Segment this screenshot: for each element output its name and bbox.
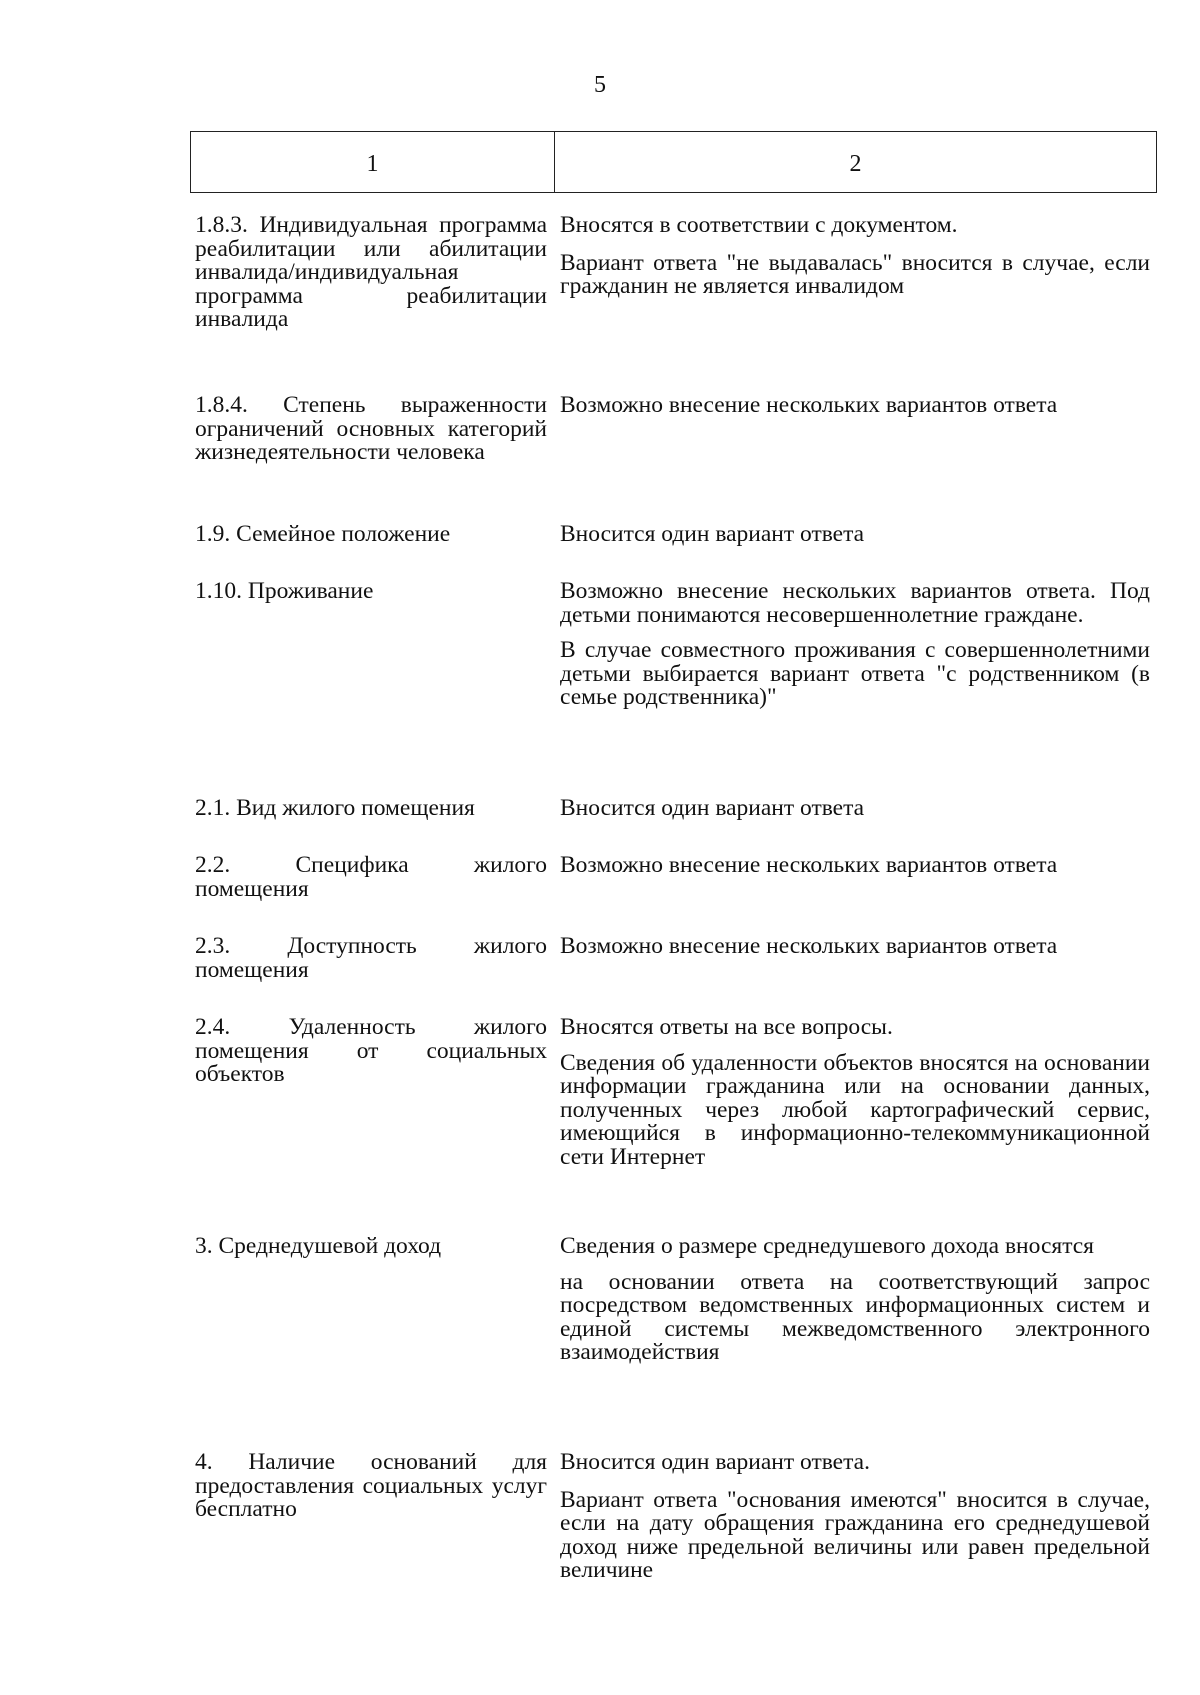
row-label: 1.10. Проживание: [195, 578, 374, 604]
row-label: 4. Наличие оснований для предоставления социальных услуг бесплатно: [195, 1449, 547, 1522]
header-col-1: 1: [191, 132, 555, 192]
table-row: [195, 1449, 1150, 1583]
row-note: Вносится один вариант ответа: [560, 521, 865, 547]
row-label: 2.1. Вид жилого помещения: [195, 795, 475, 821]
row-label: 1.8.4. Степень выраженности ограничений основных категорий жизнедеятельности человека: [195, 392, 547, 465]
table-row: [195, 797, 1150, 821]
header-col-2: 2: [849, 150, 862, 177]
row-note: Возможно внесение нескольких вариантов ответа. Под детьми понимаются несовершеннолетние граждане.: [560, 578, 1150, 628]
table-row: [195, 935, 1150, 982]
row-note: Возможно внесение нескольких вариантов ответа: [560, 392, 1058, 418]
row-label: 2.2. Специфика жилого помещения: [195, 852, 547, 902]
row-notes: [560, 580, 1150, 710]
row-note: В случае совместного проживания с совершеннолетними детьми выбирается вариант ответа "с родственником (в семье родственника)": [560, 637, 1150, 710]
row-notes: [560, 523, 1150, 547]
row-note: Вносятся ответы на все вопросы.: [560, 1014, 893, 1040]
row-label: 1.9. Семейное положение: [195, 521, 451, 547]
row-note: Вносится один вариант ответа.: [560, 1449, 870, 1475]
row-label: 2.3. Доступность жилого помещения: [195, 933, 547, 983]
table-header: [190, 131, 1157, 193]
row-note: Возможно внесение нескольких вариантов ответа: [560, 933, 1058, 959]
row-note: Вариант ответа "не выдавалась" вносится в случае, если гражданин не является инвалидом: [560, 249, 1150, 299]
row-note: Вносятся в соответствии с документом.: [560, 212, 958, 238]
row-label: 1.8.3. Индивидуальная программа реабилитации или абилитации инвалида/индивидуальная программа реабилитации инвалида: [195, 212, 547, 332]
row-note: Сведения о размере среднедушевого дохода вносятся: [560, 1233, 1094, 1259]
row-note: Вариант ответа "основания имеются" вносится в случае, если на дату обращения гражданина его среднедушевой доход ниже предельной величины или равен предельной величине: [560, 1486, 1150, 1583]
row-note: на основании ответа на соответствующий запрос посредством ведомственных информационных систем и единой системы межведомственного электронного взаимодействия: [560, 1268, 1150, 1365]
table-row: [195, 1014, 1150, 1170]
row-notes: [560, 854, 1150, 878]
row-label: 3. Среднедушевой доход: [195, 1233, 442, 1259]
row-notes: [560, 394, 1150, 418]
row-notes: [560, 214, 1150, 299]
row-note: Возможно внесение нескольких вариантов ответа: [560, 852, 1058, 878]
row-note: Вносится один вариант ответа: [560, 795, 865, 821]
row-notes: [560, 1235, 1150, 1365]
row-note: Сведения об удаленности объектов вносятся на основании информации гражданина или на основании данных, полученных через любой картографический сервис, имеющийся в информационно-телекоммуникационной сети Интернет: [560, 1049, 1150, 1170]
table-row: [195, 854, 1150, 901]
table-row: [195, 214, 1150, 332]
table-row: [195, 523, 1150, 547]
table-row: [195, 578, 1150, 710]
row-notes: [560, 935, 1150, 959]
row-label: 2.4. Удаленность жилого помещения от социальных объектов: [195, 1014, 547, 1087]
row-notes: [560, 797, 1150, 821]
table-row: [195, 1233, 1150, 1365]
row-notes: [560, 1451, 1150, 1583]
row-notes: [560, 1016, 1150, 1169]
page-number: 5: [594, 72, 606, 98]
table-row: [195, 394, 1150, 465]
